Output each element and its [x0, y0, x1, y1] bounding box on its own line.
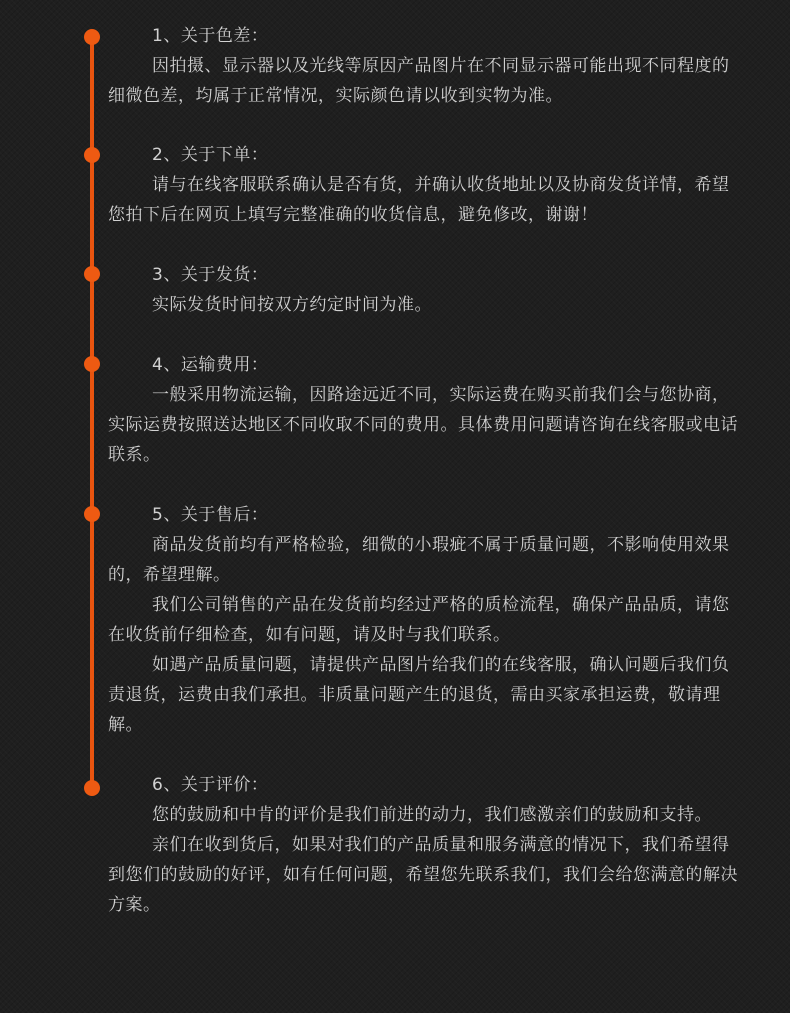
paragraph: 一般采用物流运输，因路途远近不同，实际运费在购买前我们会与您协商，实际运费按照送达地区不同收取不同的费用。具体费用问题请咨询在线客服或电话联系。 [108, 385, 738, 465]
section-body-ordering [108, 170, 738, 230]
section-heading-freight: 4、运输费用： [152, 355, 269, 375]
section-body-after-sales [108, 530, 738, 740]
section-body-color-difference [108, 51, 738, 111]
paragraph: 请与在线客服联系确认是否有货，并确认收货地址以及协商发货详情，希望您拍下后在网页上填写完整准确的收货信息，避免修改，谢谢！ [108, 175, 730, 225]
section-body-reviews [108, 800, 738, 920]
timeline-dot-1 [84, 29, 100, 45]
timeline-dot-6 [84, 780, 100, 796]
timeline-dot-4 [84, 356, 100, 372]
paragraph: 商品发货前均有严格检验，细微的小瑕疵不属于质量问题，不影响使用效果的，希望理解。 [108, 535, 730, 585]
section-heading-color-difference: 1、关于色差： [152, 26, 269, 46]
paragraph: 因拍摄、显示器以及光线等原因产品图片在不同显示器可能出现不同程度的细微色差，均属于正常情况，实际颜色请以收到实物为准。 [108, 56, 730, 106]
section-heading-shipping: 3、关于发货： [152, 265, 269, 285]
paragraph: 亲们在收到货后，如果对我们的产品质量和服务满意的情况下，我们希望得到您们的鼓励的好评，如有任何问题，希望您先联系我们，我们会给您满意的解决方案。 [108, 835, 738, 915]
section-heading-after-sales: 5、关于售后： [152, 505, 269, 525]
timeline-dot-5 [84, 506, 100, 522]
timeline-dot-2 [84, 147, 100, 163]
paragraph: 我们公司销售的产品在发货前均经过严格的质检流程，确保产品品质，请您在收货前仔细检查，如有问题，请及时与我们联系。 [108, 595, 730, 645]
section-body-shipping [108, 290, 738, 320]
section-body-freight [108, 380, 738, 470]
paragraph: 实际发货时间按双方约定时间为准。 [152, 295, 432, 315]
section-heading-ordering: 2、关于下单： [152, 145, 269, 165]
timeline-dot-3 [84, 266, 100, 282]
paragraph: 如遇产品质量问题，请提供产品图片给我们的在线客服，确认问题后我们负责退货，运费由我们承担。非质量问题产生的退货，需由买家承担运费，敬请理解。 [108, 655, 730, 735]
paragraph: 您的鼓励和中肯的评价是我们前进的动力，我们感激亲们的鼓励和支持。 [152, 805, 712, 825]
section-heading-reviews: 6、关于评价： [152, 775, 269, 795]
